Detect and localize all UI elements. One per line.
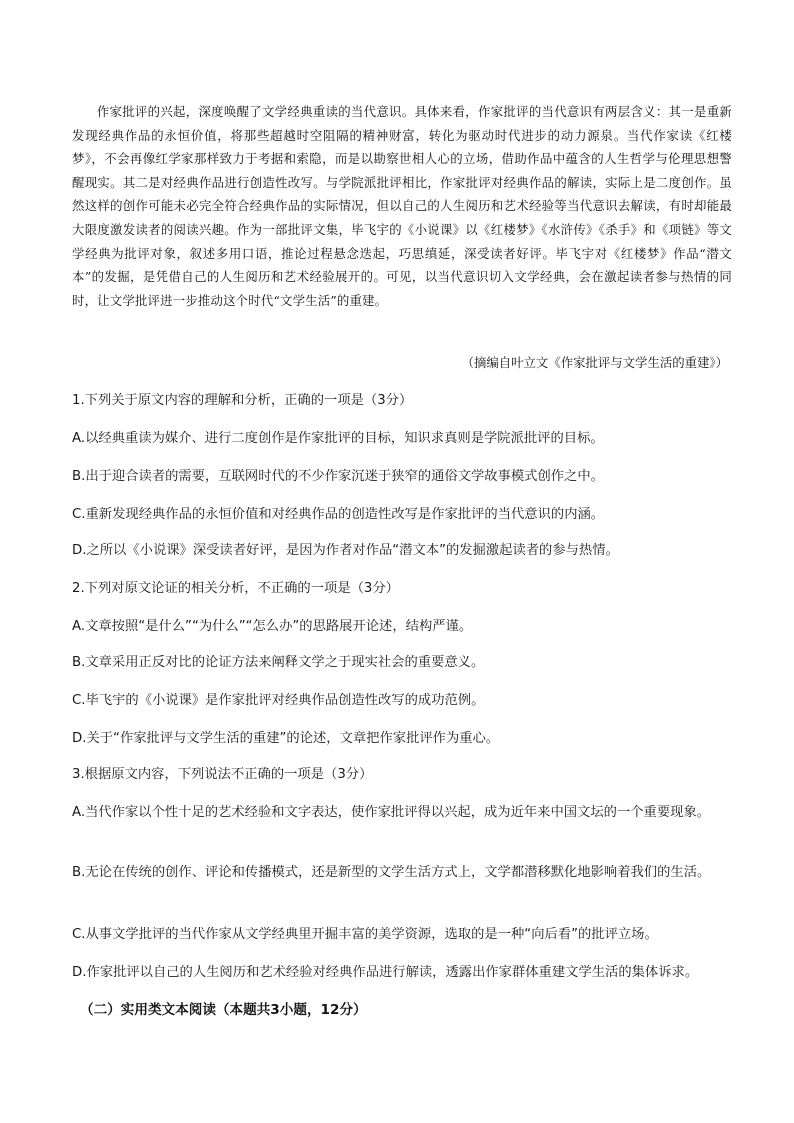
- question-1-stem: 1.下列关于原文内容的理解和分析，正确的一项是（3分）: [72, 393, 413, 408]
- question-3-option-c: C.从事文学批评的当代作家从文学经典里开掘丰富的美学资源，选取的是一种“向后看”的批评立场。: [72, 927, 658, 942]
- question-2-option-d: D.关于“作家批评与文学生活的重建”的论述，文章把作家批评作为重心。: [72, 731, 500, 746]
- question-1-option-c: C.重新发现经典作品的永恒价值和对经典作品的创造性改写是作家批评的当代意识的内涵。: [72, 507, 605, 522]
- question-3-option-d: D.作家批评以自己的人生阅历和艺术经验对经典作品进行解读，透露出作家群体重建文学生活的集体诉求。: [72, 965, 699, 980]
- question-1-option-b: B.出于迎合读者的需要，互联网时代的不少作家沉迷于狭窄的通俗文学故事模式创作之中。: [72, 469, 604, 484]
- question-2-option-c: C.毕飞宇的《小说课》是作家批评对经典作品创造性改写的成功范例。: [72, 693, 485, 708]
- section-heading: （二）实用类文本阅读（本题共3小题，12分）: [80, 1002, 367, 1018]
- question-2-stem: 2.下列对原文论证的相关分析，不正确的一项是（3分）: [72, 581, 399, 596]
- passage-source: （摘编自叶立文《作家批评与文学生活的重建》）: [461, 355, 728, 370]
- question-2-option-b: B.文章采用正反对比的论证方法来阐释文学之于现实社会的重要意义。: [72, 655, 485, 670]
- question-1-option-a: A.以经典重读为媒介、进行二度创作是作家批评的目标，知识求真则是学院派批评的目标。: [72, 431, 604, 446]
- question-3-option-a: A.当代作家以个性十足的艺术经验和文字表达，使作家批评得以兴起，成为近年来中国文坛的一个重要现象。: [72, 805, 711, 820]
- reading-passage: [72, 100, 732, 312]
- question-3-option-b: B.无论在传统的创作、评论和传播模式，还是新型的文学生活方式上，文学都潜移默化地影响着我们的生活。: [72, 865, 711, 880]
- question-3-stem: 3.根据原文内容，下列说法不正确的一项是（3分）: [72, 767, 373, 782]
- passage-paragraph: 作家批评的兴起，深度唤醒了文学经典重读的当代意识。具体来看，作家批评的当代意识有两层含义：其一是重新发现经典作品的永恒价值，将那些超越时空阻隔的精神财富，转化为驱动时代进步的动力源泉。当代作家读《红楼梦》，不会再像红学家那样致力于考据和索隐，而是以勘察世相人心的立场，借助作品中蕴含的人生哲学与伦理思想警醒现实。其二是对经典作品进行创造性改写。与学院派批评相比，作家批评对经典作品的解读，实际上是二度创作。虽然这样的创作可能未必完全符合经典作品的实际情况，但以自己的人生阅历和艺术经验等当代意识去解读，有时却能最大限度激发读者的阅读兴趣。作为一部批评文集，毕飞宇的《小说课》以《红楼梦》《水浒传》《杀手》和《项链》等文学经典为批评对象，叙述多用口语，推论过程悬念迭起，巧思缜延，深受读者好评。毕飞宇对《红楼梦》作品“潜文本”的发掘，是凭借自己的人生阅历和艺术经验展开的。可见，以当代意识切入文学经典，会在激起读者参与热情的同时，让文学批评进一步推动这个时代“文学生活”的重建。: [72, 104, 732, 308]
- question-1-option-d: D.之所以《小说课》深受读者好评，是因为作者对作品“潜文本”的发掘激起读者的参与热情。: [72, 543, 619, 558]
- question-2-option-a: A.文章按照“是什么”“为什么”“怎么办”的思路展开论述，结构严谨。: [72, 619, 473, 634]
